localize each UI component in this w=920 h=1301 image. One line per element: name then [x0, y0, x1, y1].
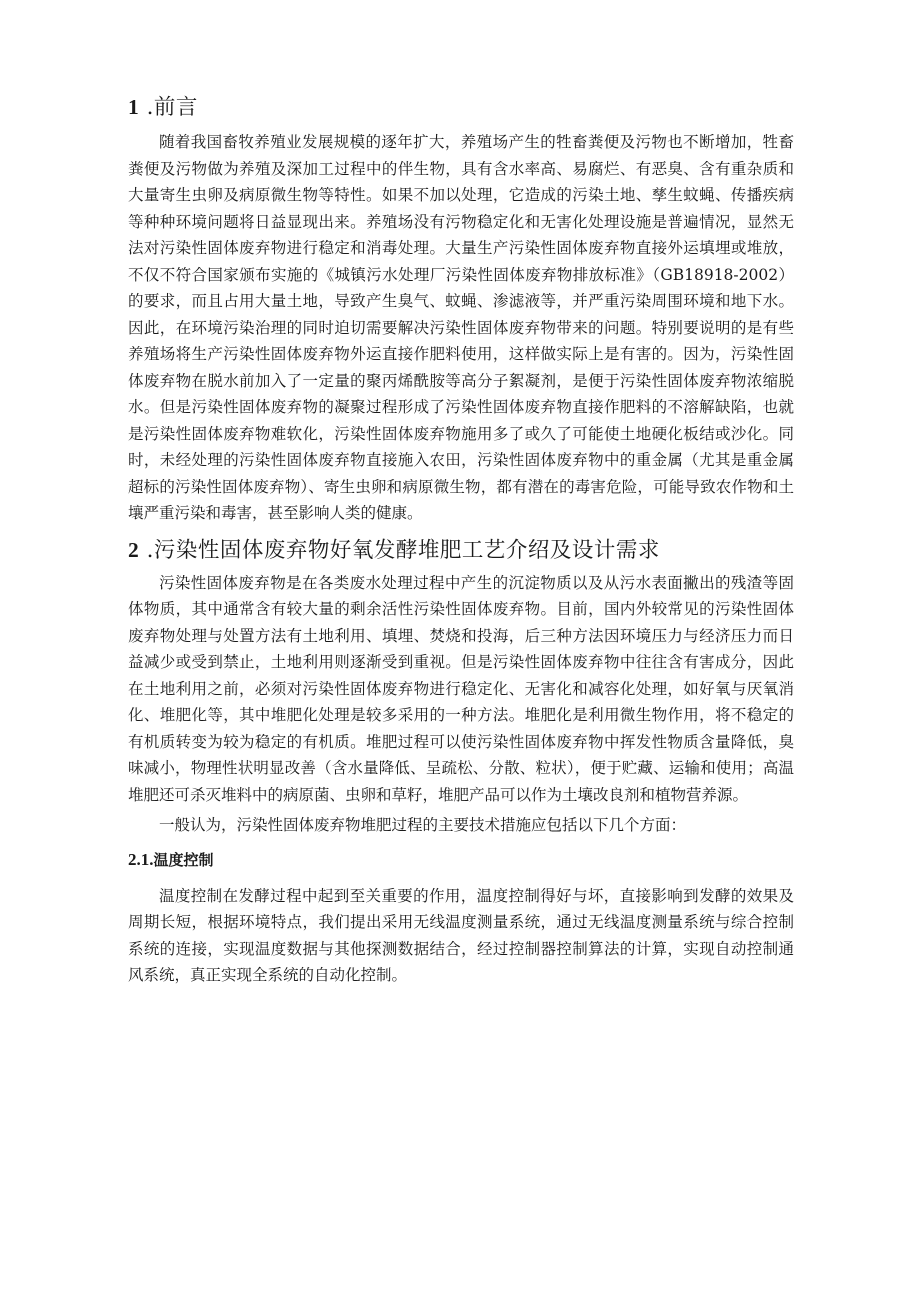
section-number: 1 [128, 95, 140, 119]
document-body [128, 92, 794, 989]
section-2-paragraph-2: 一般认为，污染性固体废弃物堆肥过程的主要技术措施应包括以下几个方面： [159, 816, 687, 834]
section-title: .前言 [146, 95, 198, 120]
section-1-paragraph: 随着我国畜牧养殖业发展规模的逐年扩大，养殖场产生的牲畜粪便及污物也不断增加，牲畜粪便及污物做为养殖及深加工过程中的伴生物，具有含水率高、易腐烂、有恶臭、含有重杂质和大量寄生虫卵及病原微生物等特性。如果不加以处理，它造成的污染土地、孳生蚊蝇、传播疾病等种种环境问题将日益显现出来。养殖场没有污物稳定化和无害化处理设施是普遍情况，显然无法对污染性固体废弃物进行稳定和消毒处理。大量生产污染性固体废弃物直接外运填埋或堆放，不仅不符合国家颁布实施的《城镇污水处理厂污染性固体废弃物排放标准》（GB18918-2002）的要求，而且占用大量土地，导致产生臭气、蚊蝇、渗滤液等，并严重污染周围环境和地下水。因此，在环境污染治理的同时迫切需要解决污染性固体废弃物带来的问题。特别要说明的是有些养殖场将生产污染性固体废弃物外运直接作肥料使用，这样做实际上是有害的。因为，污染性固体废弃物在脱水前加入了一定量的聚丙烯酰胺等高分子絮凝剂，是便于污染性固体废弃物浓缩脱水。但是污染性固体废弃物的凝聚过程形成了污染性固体废弃物直接作肥料的不溶解缺陷，也就是污染性固体废弃物难软化，污染性固体废弃物施用多了或久了可能使土地硬化板结或沙化。同时，未经处理的污染性固体废弃物直接施入农田，污染性固体废弃物中的重金属（尤其是重金属超标的污染性固体废弃物）、寄生虫卵和病原微生物，都有潜在的毒害危险，可能导致农作物和土壤严重污染和毒害，甚至影响人类的健康。 [128, 133, 794, 522]
subsection-title: 温度控制 [153, 850, 214, 869]
subsection-number: 2.1. [128, 849, 154, 869]
section-heading-1 [128, 92, 794, 123]
subsection-2-1-paragraph: 温度控制在发酵过程中起到至关重要的作用，温度控制得好与坏，直接影响到发酵的效果及周期长短，根据环境特点，我们提出采用无线温度测量系统，通过无线温度测量系统与综合控制系统的连接，实现温度数据与其他探测数据结合，经过控制器控制算法的计算，实现自动控制通风系统，真正实现全系统的自动化控制。 [128, 886, 794, 984]
subsection-heading-2-1 [128, 845, 794, 875]
section-number: 2 [128, 537, 140, 562]
section-title: .污染性固体废弃物好氧发酵堆肥工艺介绍及设计需求 [146, 537, 660, 563]
section-2-paragraph-1: 污染性固体废弃物是在各类废水处理过程中产生的沉淀物质以及从污水表面撇出的残渣等固体物质，其中通常含有较大量的剩余活性污染性固体废弃物。目前，国内外较常见的污染性固体废弃物处理与处置方法有土地利用、填埋、焚烧和投海，后三种方法因环境压力与经济压力而日益减少或受到禁止，土地利用则逐渐受到重视。但是污染性固体废弃物中往往含有害成分，因此在土地利用之前，必须对污染性固体废弃物进行稳定化、无害化和减容化处理，如好氧与厌氧消化、堆肥化等，其中堆肥化处理是较多采用的一种方法。堆肥化是利用微生物作用，将不稳定的有机质转变为较为稳定的有机质。堆肥过程可以使污染性固体废弃物中挥发性物质含量降低，臭味减小，物理性状明显改善（含水量降低、呈疏松、分散、粒状），便于贮藏、运输和使用；高温堆肥还可杀灭堆料中的病原菌、虫卵和草籽，堆肥产品可以作为土壤改良剂和植物营养源。 [128, 573, 794, 804]
section-heading-2 [128, 535, 794, 566]
